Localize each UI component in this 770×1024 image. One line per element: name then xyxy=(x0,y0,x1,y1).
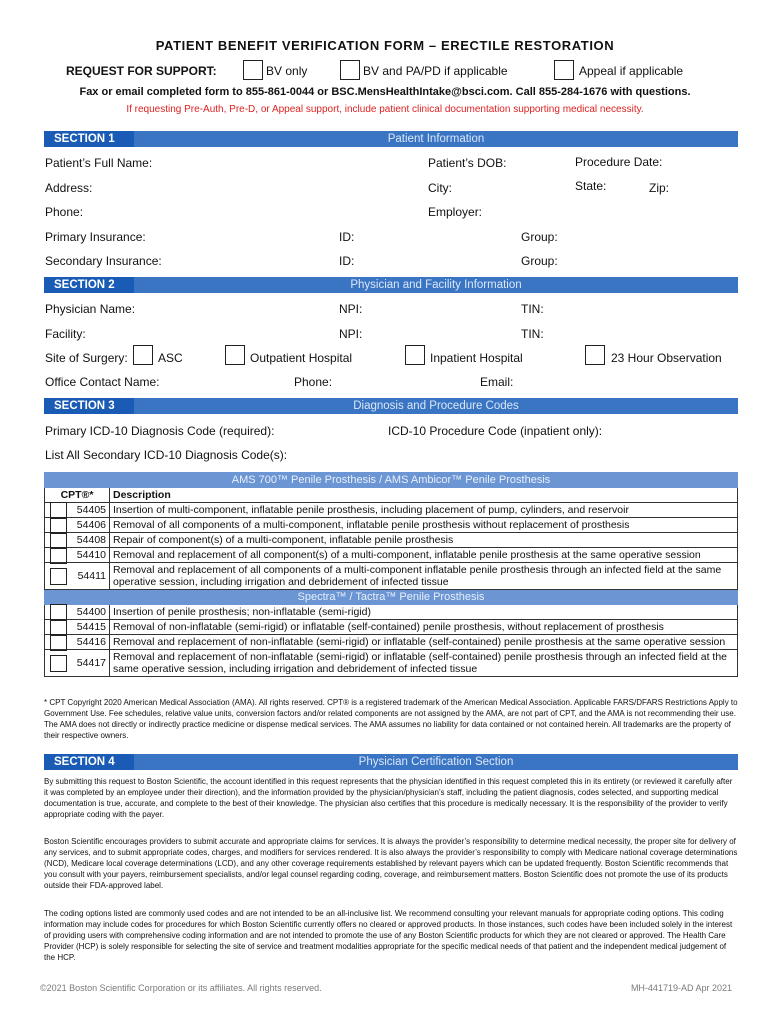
cpt-description: Removal and replacement of all component(s) of a multi-component, inflatable penile prosthesis at the same operative session xyxy=(110,548,738,563)
section1-number: SECTION 1 xyxy=(44,131,134,147)
office-contact-label[interactable]: Office Contact Name: xyxy=(45,375,160,389)
section2-title: Physician and Facility Information xyxy=(350,279,522,291)
cpt-code: 54415 xyxy=(76,621,106,633)
physician-npi-label[interactable]: NPI: xyxy=(339,302,363,316)
secondary-insurance-label[interactable]: Secondary Insurance: xyxy=(45,254,162,268)
certification-paragraph-1: By submitting this request to Boston Scientific, the account identified in this request represents that the physician identified in this request completed this in its entirety (or reviewed it carefully after it was completed by an employee under their direction), and the information provided by the physician/physician’s staff, including the patient diagnosis, codes selected, and supporting medical documentation is true, accurate, and complete to the best of their knowledge. The physician also certifies that this procedure is medically necessary. It is the responsibility of the provider to verify appropriate coding with the payer. xyxy=(44,777,733,819)
physician-name-label[interactable]: Physician Name: xyxy=(45,302,136,316)
zip-label[interactable]: Zip: xyxy=(649,181,670,195)
cpt-code: 54406 xyxy=(76,519,106,531)
cpt-description: Insertion of multi-component, inflatable penile prosthesis, including placement of pump, cylinders, and reservoir xyxy=(110,503,738,518)
patient-dob-label[interactable]: Patient’s DOB: xyxy=(428,156,507,170)
cpt-code: 54411 xyxy=(77,570,106,582)
employer-label[interactable]: Employer: xyxy=(428,205,483,219)
appeal-checkbox[interactable] xyxy=(554,60,574,80)
primary-icd-label[interactable]: Primary ICD-10 Diagnosis Code (required): xyxy=(45,424,275,438)
section1-header xyxy=(44,131,738,147)
section3-number: SECTION 3 xyxy=(44,398,134,414)
cpt-54417-checkbox[interactable] xyxy=(50,655,67,672)
city-label[interactable]: City: xyxy=(428,181,452,195)
section1-title: Patient Information xyxy=(387,133,485,145)
cpt-description: Removal and replacement of non-inflatable (semi-rigid) or inflatable (self-contained) penile prosthesis at the same operative session xyxy=(110,635,738,650)
secondary-group-label[interactable]: Group: xyxy=(521,254,558,268)
cpt-description: Removal of all components of a multi-component, inflatable penile prosthesis without replacement of prosthesis xyxy=(110,518,738,533)
asc-checkbox[interactable] xyxy=(133,345,153,365)
table-row xyxy=(45,533,738,548)
facility-tin-label[interactable]: TIN: xyxy=(521,327,544,341)
facility-label[interactable]: Facility: xyxy=(45,327,86,341)
appeal-label: Appeal if applicable xyxy=(579,64,684,78)
table-row xyxy=(45,503,738,518)
office-email-label[interactable]: Email: xyxy=(480,375,514,389)
section4-title: Physician Certification Section xyxy=(358,756,514,768)
primary-group-label[interactable]: Group: xyxy=(521,230,558,244)
site-of-surgery-label: Site of Surgery: xyxy=(45,351,128,365)
section3-header xyxy=(44,398,738,414)
table-row xyxy=(45,605,738,620)
procedure-date-label[interactable]: Procedure Date: xyxy=(575,155,663,169)
primary-id-label[interactable]: ID: xyxy=(339,230,355,244)
cpt-54410-checkbox[interactable] xyxy=(50,547,67,564)
spectra-band: Spectra™ / Tactra™ Penile Prosthesis xyxy=(45,590,738,605)
section2-header xyxy=(44,277,738,293)
cpt-code-table xyxy=(44,472,738,677)
red-note: If requesting Pre-Auth, Pre-D, or Appeal support, include patient clinical documentation supporting medical necessity. xyxy=(126,104,644,115)
primary-insurance-label[interactable]: Primary Insurance: xyxy=(45,230,146,244)
section2-number: SECTION 2 xyxy=(44,277,134,293)
facility-npi-label[interactable]: NPI: xyxy=(339,327,363,341)
ams700-band: AMS 700™ Penile Prosthesis / AMS Ambicor™ Penile Prosthesis xyxy=(45,473,738,488)
certification-paragraph-2: Boston Scientific encourages providers to submit accurate and appropriate claims for services. It is always the provider’s responsibility to determine medical necessity, the proper site for delivery of any services, and to submit appropriate codes, charges, and modifiers for services rendered. It is also always the provider’s responsibility to comply with Medicare national coverage determinations (NCD), Medicare local coverage determinations (LCD), and any other coverage requirements established by relevant payers which can be updated frequently. Boston Scientific recommends that you consult with your payers, reimbursement specialists, and/or legal counsel regarding coding, coverage, and reimbursement matters. Boston Scientific does not promote the use of its products outside their FDA-approved label. xyxy=(44,837,738,890)
asc-label: ASC xyxy=(158,351,183,365)
table-row xyxy=(45,650,738,677)
cpt-description: Removal and replacement of all components of a multi-component inflatable penile prosthesis through an infected field at the same operative session, including irrigation and debridement of infected tissue xyxy=(110,563,738,590)
request-label: REQUEST FOR SUPPORT: xyxy=(66,64,217,78)
bv-only-checkbox[interactable] xyxy=(243,60,263,80)
cpt-description: Removal of non-inflatable (semi-rigid) or inflatable (self-contained) penile prosthesis, without replacement of prosthesis xyxy=(110,620,738,635)
physician-tin-label[interactable]: TIN: xyxy=(521,302,544,316)
footer-document-code: MH-441719-AD Apr 2021 xyxy=(630,983,732,993)
table-row xyxy=(45,518,738,533)
secondary-icd-label[interactable]: List All Secondary ICD-10 Diagnosis Code(s): xyxy=(45,448,288,462)
phone-label[interactable]: Phone: xyxy=(45,205,84,219)
section3-title: Diagnosis and Procedure Codes xyxy=(353,400,519,412)
cpt-54416-checkbox[interactable] xyxy=(50,634,67,651)
observation-label: 23 Hour Observation xyxy=(611,351,722,365)
cpt-description: Repair of component(s) of a multi-component, inflatable penile prosthesis xyxy=(110,533,738,548)
cpt-description: Insertion of penile prosthesis; non-inflatable (semi-rigid) xyxy=(110,605,738,620)
cpt-54411-checkbox[interactable] xyxy=(50,568,67,585)
state-label[interactable]: State: xyxy=(575,179,607,193)
table-row xyxy=(45,563,738,590)
bv-papd-label: BV and PA/PD if applicable xyxy=(363,64,508,78)
outpatient-checkbox[interactable] xyxy=(225,345,245,365)
bv-papd-checkbox[interactable] xyxy=(340,60,360,80)
cpt-code: 54410 xyxy=(76,549,106,561)
cpt-copyright-note: * CPT Copyright 2020 American Medical Association (AMA). All rights reserved. CPT® is a registered trademark of the American Medical Association. Applicable FARS/DFARS Restrictions Apply to Government Use. Fee schedules, relative value units, conversion factors and/or related components are not assigned by the AMA, are not part of CPT, and the AMA is not recommending their use. The AMA does not directly or indirectly practice medicine or dispense medical services. The AMA assumes no liability for data contained or not contained herein. All trademarks are the property of their respective owners. xyxy=(44,698,738,740)
cpt-code: 54417 xyxy=(76,657,106,669)
icd-procedure-label[interactable]: ICD-10 Procedure Code (inpatient only): xyxy=(388,424,603,438)
cpt-code: 54416 xyxy=(76,636,106,648)
cpt-code: 54400 xyxy=(76,606,106,618)
table-row xyxy=(45,620,738,635)
office-phone-label[interactable]: Phone: xyxy=(294,375,333,389)
outpatient-label: Outpatient Hospital xyxy=(250,351,353,365)
cpt-column-header: CPT®* xyxy=(45,488,110,503)
fax-instructions: Fax or email completed form to 855-861-0044 or BSC.MensHealthIntake@bsci.com. Call 855-284-1676 with questions. xyxy=(79,86,691,98)
bv-only-label: BV only xyxy=(266,64,308,78)
inpatient-label: Inpatient Hospital xyxy=(430,351,523,365)
secondary-id-label[interactable]: ID: xyxy=(339,254,355,268)
description-column-header: Description xyxy=(110,488,738,503)
inpatient-checkbox[interactable] xyxy=(405,345,425,365)
observation-checkbox[interactable] xyxy=(585,345,605,365)
form-title: PATIENT BENEFIT VERIFICATION FORM – ERECTILE RESTORATION xyxy=(155,38,615,53)
table-row xyxy=(45,635,738,650)
cpt-code: 54408 xyxy=(76,534,106,546)
cpt-description: Removal and replacement of non-inflatable (semi-rigid) or inflatable (self-contained) penile prosthesis through an infected field at the same operative session, including irrigation and debridement of infected tissue xyxy=(110,650,738,677)
certification-paragraph-3: The coding options listed are commonly used codes and are not intended to be an all-inclusive list. We recommend consulting your relevant manuals for appropriate coding options. This coding information may include codes for procedures for which Boston Scientific currently offers no cleared or approved products. In those instances, such codes have been included solely in the interest of providing users with comprehensive coding information and are not intended to promote the use of any Boston Scientific products for which they are not cleared or approved. The Health Care Provider (HCP) is solely responsible for selecting the site of service and treatment modalities appropriate for the specific medical needs of that patient and the independent medical judgement of the HCP. xyxy=(44,909,733,962)
cpt-code: 54405 xyxy=(76,504,106,516)
section4-header xyxy=(44,754,738,770)
footer-copyright: ©2021 Boston Scientific Corporation or its affiliates. All rights reserved. xyxy=(40,983,322,993)
address-label[interactable]: Address: xyxy=(45,181,93,195)
section4-number: SECTION 4 xyxy=(44,754,134,770)
table-row xyxy=(45,548,738,563)
patient-name-label[interactable]: Patient’s Full Name: xyxy=(45,156,153,170)
